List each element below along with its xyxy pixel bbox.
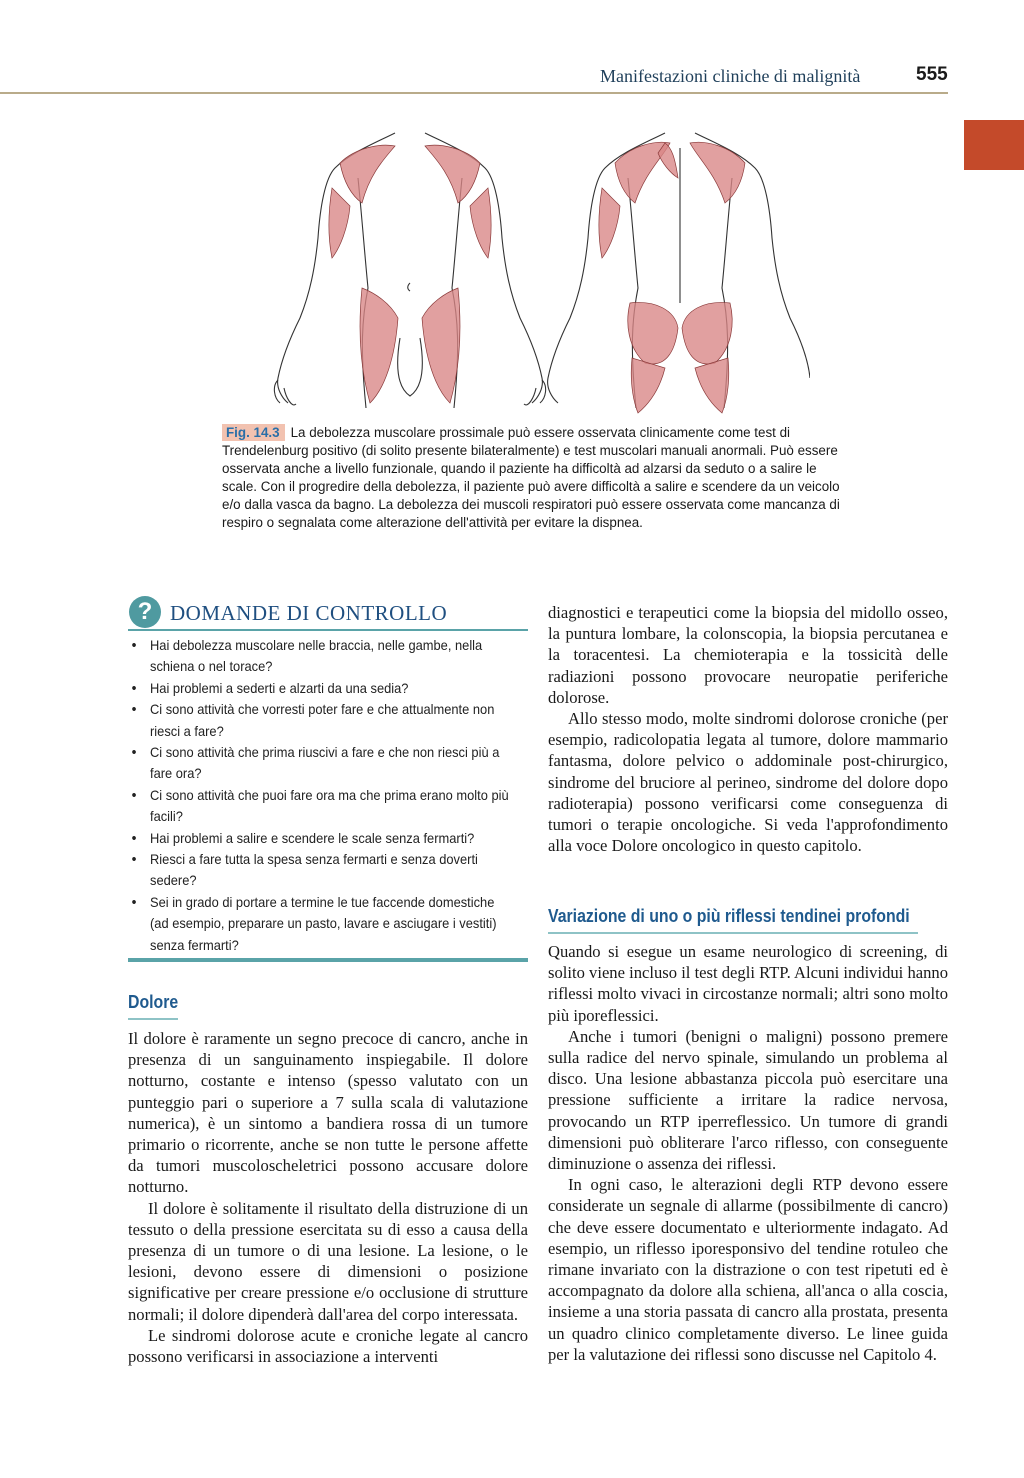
left-column-text xyxy=(128,1028,528,1367)
page-number: 555 xyxy=(916,64,948,85)
box-header xyxy=(128,595,528,631)
paragraph: Il dolore è raramente un segno precoce di cancro, anche in presenza di un sanguinamento inspiegabile. Il dolore notturno, costante e intenso (spesso valutato con un punteggio pari o superiore a 7 sulla scala di valutazione numerica), è un sintomo a bandiera rossa di un tumore primario o ricorrente, anche se non tutte le persone affette da tumori muscoloscheletrici possono accusare dolore notturno. xyxy=(128,1029,528,1197)
list-item: • Hai problemi a sederti e alzarti da una sedia? xyxy=(150,678,513,699)
right-column-text-bottom xyxy=(548,941,948,1365)
figure-label: Fig. 14.3 xyxy=(222,424,285,441)
chapter-thumb-tab xyxy=(964,120,1024,170)
paragraph: In ogni caso, le alterazioni degli RTP devono essere considerate un segnale di allarme (possibilmente di cancro) che deve essere documentato e ulteriormente indagato. Ad esempio, un riflesso iporesponsivo del tendine rotuleo che rimane invariato con la distrazione o con test ripetuti ed è accompagnato da dolore alla schiena, all'anca o alla coscia, insieme a una storia passata di cancro alla prostata, presenta un quadro clinico completamente diverso. Le linee guida per la valutazione dei riflessi sono discusse nel Capitolo 4. xyxy=(548,1175,948,1364)
list-item: • Hai debolezza muscolare nelle braccia, nelle gambe, nella schiena o nel torace? xyxy=(150,635,513,678)
question-icon: ? xyxy=(129,596,161,628)
muscle-anatomy-illustration xyxy=(270,118,810,418)
box-title: DOMANDE DI CONTROLLO xyxy=(170,601,448,625)
figure-caption xyxy=(222,424,852,532)
paragraph: Le sindromi dolorose acute e croniche legate al cancro possono verificarsi in associazione a interventi xyxy=(128,1325,528,1367)
right-column-text-top xyxy=(548,602,948,856)
paragraph: Anche i tumori (benigni o maligni) possono premere sulla radice del nervo spinale, simulando un problema al disco. Una lesione abbastanza piccola può esercitare una pressione sufficiente a irritare la radice nervosa, provocando un RTP iperreflessico. Un tumore di grandi dimensioni può obliterare l'arco riflesso, con conseguente diminuzione o assenza dei riflessi. xyxy=(548,1026,948,1174)
list-item: • Sei in grado di portare a termine le tue faccende domestiche (ad esempio, preparare un pasto, lavare e asciugare i vestiti) senza fermarti? xyxy=(150,892,513,956)
posterior-body-figure xyxy=(548,133,810,408)
list-item: • Ci sono attività che puoi fare ora ma che prima erano molto più facili? xyxy=(150,785,513,828)
paragraph: Il dolore è solitamente il risultato della distruzione di un tessuto o della pressione esercitata su di esso a causa della presenza di un tumore o di una lesione. La lesione, o le lesioni, devono essere di dimensioni o posizione significative per creare pressione e/o occlusione di strutture normali; il dolore dipenderà dall'area del corpo interessata. xyxy=(128,1198,528,1324)
paragraph: diagnostici e terapeutici come la biopsia del midollo osseo, la puntura lombare, la colonscopia, la biopsia percutanea e la toracentesi. La chemioterapia e la tossicità delle radiazioni possono provocare neuropatie periferiche dolorose. xyxy=(548,603,948,707)
header-divider xyxy=(0,92,948,94)
list-item: • Ci sono attività che prima riuscivi a fare e che non riesci più a fare ora? xyxy=(150,742,513,785)
figure-caption-text: La debolezza muscolare prossimale può essere osservata clinicamente come test di Trendelenburg positivo (di solito presente bilateralmente) e test muscolari manuali anormali. Può essere osservata anche a livello funzionale, quando il paziente ha difficoltà ad alzarsi da seduto o a salire le scale. Con il progredire della debolezza, il paziente può avere difficoltà a salire e scendere da un veicolo e/o dalla vasca da bagno. La debolezza dei muscoli respiratori può essere osservata come mancanza di respiro o segnalata come alterazione dell'attività per evitare la dispnea. xyxy=(222,425,840,530)
box-bottom-rule xyxy=(128,958,528,962)
paragraph: Allo stesso modo, molte sindromi dolorose croniche (per esempio, radicolopatia legata al tumore, dolore mammario fantasma, dolore pelvico o addominale post-chirurgico, sindrome del bruciore al perineo, sindrome del dolore dopo radioterapia) possono verificarsi come conseguenza di tumori o terapie oncologiche. Si veda l'approfondimento alla voce Dolore oncologico in questo capitolo. xyxy=(548,709,948,856)
section-heading-dolore: Dolore xyxy=(128,992,179,1012)
list-item: • Hai problemi a salire e scendere le scale senza fermarti? xyxy=(150,828,513,849)
section-heading-underline xyxy=(548,932,918,934)
list-item: • Riesci a fare tutta la spesa senza fermarti e senza doverti sedere? xyxy=(150,849,513,892)
control-questions-box xyxy=(128,595,528,956)
section-heading-reflexes: Variazione di uno o più riflessi tendinei profondi xyxy=(548,906,910,926)
section-heading-underline xyxy=(128,1018,178,1020)
anterior-body-figure xyxy=(274,133,545,408)
running-header-title: Manifestazioni cliniche di malignità xyxy=(600,66,861,86)
paragraph: Quando si esegue un esame neurologico di screening, di solito viene incluso il test degli RTP. Alcuni individui hanno riflessi molto vivaci in circostanze normali; altri sono molto più iporeflessici. xyxy=(548,942,948,1025)
questions-list xyxy=(128,635,528,956)
list-item: • Ci sono attività che vorresti poter fare e che attualmente non riesci a fare? xyxy=(150,699,513,742)
